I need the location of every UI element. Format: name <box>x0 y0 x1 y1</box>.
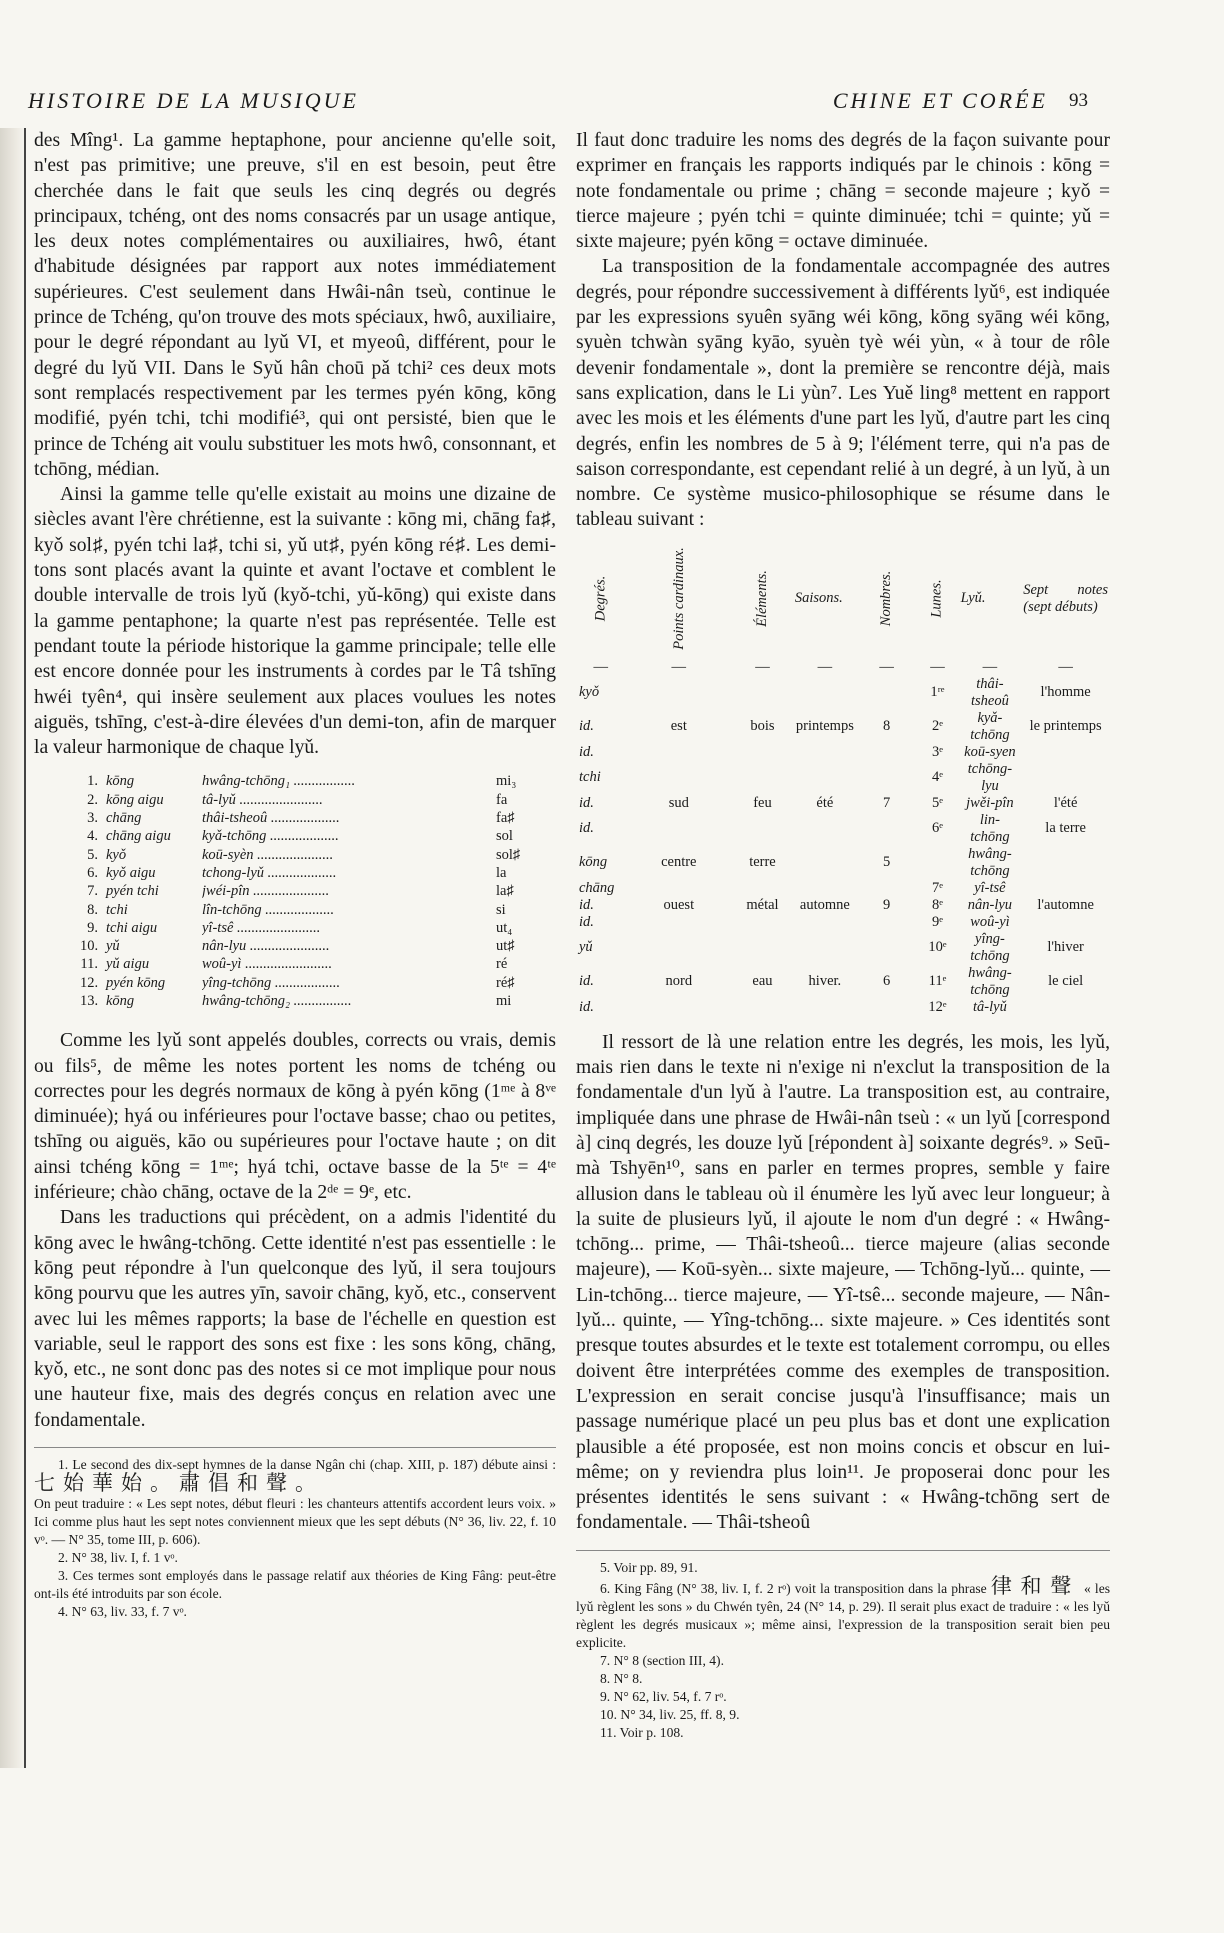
scale-n: 7. <box>87 883 98 900</box>
table-cell-ly: jwěi-pîn <box>966 794 1014 811</box>
footnote-10: 10. N° 34, liv. 25, ff. 8, 9. <box>600 1706 740 1722</box>
scale-n: 2. <box>87 791 98 808</box>
table-cell-lu: 4ᵉ <box>931 769 943 786</box>
table-cell-el <box>732 676 793 710</box>
table-cell-sn: l'homme <box>1040 684 1091 701</box>
table-cell-nb <box>857 880 916 897</box>
scale-d: kyǒ <box>106 846 127 863</box>
table-cell-ly: yî-tsê <box>974 879 1006 896</box>
table-cell-sa <box>793 812 857 846</box>
table-cell-sa <box>793 880 857 897</box>
scale-note: ré <box>496 956 508 973</box>
table-cell-nb <box>857 931 916 965</box>
scale-row <box>80 864 556 882</box>
table-cell-pt <box>626 999 733 1016</box>
table-cell-sa: été <box>816 794 834 811</box>
scale-lyu: jwéi-pîn ..................... <box>202 883 330 900</box>
table-cell-pt <box>626 931 733 965</box>
scale-lyu: tchong-lyǔ ................... <box>202 864 337 881</box>
scale-row <box>80 992 556 1010</box>
table-row <box>576 676 1110 710</box>
scale-lyu: tâ-lyǔ ....................... <box>202 791 323 808</box>
table-cell-sn: la terre <box>1045 820 1086 837</box>
table-cell-pt <box>626 744 733 761</box>
scale-note: fa <box>496 791 508 808</box>
table-cell-deg: kyǒ <box>579 684 600 701</box>
table-cell-sa <box>793 761 857 795</box>
col-header-sept-notes: Sept notes (sept débuts) <box>1023 581 1108 615</box>
table-cell-pt: nord <box>665 973 693 990</box>
page-number: 93 <box>1069 90 1088 111</box>
table-cell-ly: tchōng-lyu <box>967 760 1013 794</box>
table-cell-nb <box>857 676 916 710</box>
scale-row <box>80 882 556 900</box>
table-cell-nb: 6 <box>882 973 891 990</box>
table-cell-lu: 6ᵉ <box>931 820 943 837</box>
table-cell-sn <box>1021 880 1110 897</box>
table-cell-pt: sud <box>668 794 689 811</box>
scale-note: ut₄ <box>496 919 513 936</box>
table-cell-deg: id. <box>579 973 594 990</box>
table-row <box>576 795 1110 812</box>
table-row <box>576 914 1110 931</box>
table-row <box>576 880 1110 897</box>
scale-d: kyǒ aigu <box>106 864 156 881</box>
left-paragraph-1: des Mîng¹. La gamme heptaphone, pour ancienne qu'elle soit, n'est pas primitive; une preuve, s'il en est besoin, peut être cherchée dans le fait que seuls les cinq degrés ou degrés principaux, tchéng, ont des noms consacrés par un usage antique, les deux notes complémentaires ou auxiliaires, hwô, étant d'habitude désignées par rapport aux notes immédiatement supérieures. C'est seulement dans Hwâi-nân tseù, continue le prince de Tchéng, qu'on trouve des mots spéciaux, hwô, auxiliaire, pour le degré répondant au lyǔ VI, et myeoû, différent, pour le degré du lyǔ VII. Dans le Syǔ hân choū pǎ tchi² ces deux mots sont remplacés respectivement par les termes pyén kōng, kōng modifié, pyén tchi, tchi modifié³, qui ont persisté, bien que le prince de Tchéng ait voulu substituer les mots hwô, consonnant, et tchōng, médian. <box>34 130 556 480</box>
col-header-degres: Degrés. <box>592 575 609 622</box>
table-cell-nb <box>857 761 916 795</box>
running-head-left: HISTOIRE DE LA MUSIQUE <box>28 88 359 113</box>
scale-n: 12. <box>80 974 99 991</box>
scale-n: 5. <box>87 846 98 863</box>
table-cell-el <box>732 744 793 761</box>
scale-lyu: nân-lyu ...................... <box>202 938 330 955</box>
scale-row <box>80 772 556 790</box>
table-cell-ly: lin-tchōng <box>970 811 1010 845</box>
scale-n: 11. <box>80 956 98 973</box>
table-cell-ly: nân-lyu <box>967 896 1013 913</box>
table-cell-el: bois <box>750 718 775 735</box>
table-cell-ly: hwâng-tchōng <box>968 964 1012 998</box>
col-header-nombres: Nombres. <box>878 571 895 627</box>
scale-row <box>80 955 556 973</box>
table-cell-sa <box>793 931 857 965</box>
scale-note: sol <box>496 828 513 845</box>
table-cell-sa <box>793 676 857 710</box>
col-header-lyu: Lyǔ. <box>960 590 986 607</box>
table-cell-nb <box>857 744 916 761</box>
scale-lyu: kyǎ-tchōng ................... <box>202 828 339 845</box>
scale-n: 13. <box>80 992 99 1009</box>
table-cell-deg: chāng <box>579 879 615 896</box>
table-cell-ly: koū-syen <box>964 743 1016 760</box>
table-cell-deg: kōng <box>579 854 608 871</box>
table-cell-nb: 7 <box>882 794 891 811</box>
table-cell-nb: 9 <box>882 896 891 913</box>
right-paragraph-3: Il ressort de là une relation entre les degrés, les mois, les lyǔ, mais rien dans le texte ni n'exige ni n'exclut la transposition de la fondamentale d'un lyǔ à l'autre. La transposition est, au contraire, impliquée dans une phrase de Hwâi-nân tseù : « un lyǔ [correspond à] cinq degrés, les douze lyǔ [répondent à] soixante degrés⁹. » Seū-mà Tshyēn¹⁰, sans en parler en termes propres, semble y faire allusion dans le tableau où il énumère les lyǔ avec leur longueur; à la suite de plusieurs lyǔ, il ajoute le nom d'un degré : « Hwâng-tchōng... prime, — Thâi-tsheoû... tierce majeure (alias seconde majeure), — Koū-syèn... sixte majeure, — Tchōng-lyǔ... quinte, — Lin-tchōng... tierce majeure, — Yî-tsê... seconde majeure, — Nân-lyǔ... quinte, — Yîng-tchōng... sixte majeure. » Ces identités sont presque toutes absurdes et le texte est totalement corrompu, ou elles doivent être interprétées comme des exemples de transposition. L'expression en serait concise jusqu'à l'insuffisance; mais un passage numérique placé un peu plus bas et dont une explication plausible a été proposée, est non moins concis et obscur en lui-même; on y reviendra plus loin¹¹. Je proposerai donc pour les présentes identités le sens suivant : « Hwâng-tchōng sert de fondamentale. — Thâi-tsheoû <box>576 1031 1110 1534</box>
footnote-4: 4. N° 63, liv. 33, f. 7 vᵒ. <box>58 1604 187 1620</box>
table-row <box>576 710 1110 744</box>
table-cell-sn <box>1021 744 1110 761</box>
scale-n: 8. <box>87 901 98 918</box>
col-header-elements: Éléments. <box>753 570 770 628</box>
scale-d: tchi <box>106 901 128 918</box>
scale-n: 3. <box>87 810 98 827</box>
table-cell-el <box>732 914 793 931</box>
table-cell-el: feu <box>753 794 772 811</box>
table-row <box>576 846 1110 880</box>
scale-d: yǔ aigu <box>106 956 150 973</box>
scale-d: chāng aigu <box>106 828 171 845</box>
footnote-2: 2. N° 38, liv. I, f. 1 vᵒ. <box>58 1550 178 1566</box>
table-cell-el <box>732 812 793 846</box>
table-cell-sa: printemps <box>795 718 854 735</box>
scale-note: ut♯ <box>496 938 515 955</box>
table-cell-deg: id. <box>579 820 594 837</box>
footnote-1: 1. Le second des dix-sept hymnes de la danse Ngân chi (chap. XIII, p. 187) débute ainsi : 七始華始。肅倡和聲。 <box>34 1457 556 1496</box>
footnote-11: 11. Voir p. 108. <box>600 1724 684 1740</box>
right-footnotes <box>576 1550 1110 1742</box>
scale-row <box>80 974 556 992</box>
table-cell-ly: tâ-lyǔ <box>973 998 1007 1015</box>
table-cell-pt: centre <box>661 854 697 871</box>
binding-gutter <box>0 128 26 1768</box>
table-cell-deg: yǔ <box>579 939 593 956</box>
running-head-right: CHINE ET CORÉE <box>832 88 1048 113</box>
table-cell-nb <box>857 812 916 846</box>
table-cell-lu: 12ᵉ <box>928 998 947 1015</box>
table-row <box>576 744 1110 761</box>
footnote-1-cont: On peut traduire : « Les sept notes, début fleuri : les chanteurs attentifs accordent leurs voix. » Ici comme plus haut les sept notes conviennent mieux que les sept débuts (N° 36, liv. 22, f. 10 vᵒ. — N° 35, tome III, p. 606). <box>34 1496 556 1548</box>
right-paragraph-2: La transposition de la fondamentale accompagnée des autres degrés, pour répondre successivement à différents lyǔ⁶, est indiquée par les expressions syuên syāng wéi kōng, kōng syāng wéi kōng, syuèn tchwàn syāng kyāo, syuèn tyè wéi yùn, « à tour de rôle devenir fondamentale », dont la première se rencontre déjà, mais sans explication, dans le Li yùn⁷. Les Yuě ling⁸ mettent en rapport avec les mois et les éléments d'une part les lyǔ, d'autre part les cinq degrés, enfin les nombres de 5 à 9; l'élément terre, qui n'a pas de saison correspondante, est cependant relié à un degré, à un lyǔ, à un nombre. Ce système musico-philosophique se résume dans le tableau suivant : <box>576 256 1110 531</box>
scale-d: kōng <box>106 992 135 1009</box>
scale-row <box>80 846 556 864</box>
table-cell-el <box>732 999 793 1016</box>
col-header-points: Points cardinaux. <box>670 547 687 651</box>
scale-d: kōng aigu <box>106 791 164 808</box>
scale-note: la <box>496 864 507 881</box>
scale-d: yǔ <box>106 938 120 955</box>
scale-n: 1. <box>87 773 98 790</box>
table-cell-sn <box>1021 761 1110 795</box>
scale-lyu: hwâng-tchōng₁ ................. <box>202 773 356 790</box>
table-cell-lu: 5ᵉ <box>931 794 943 811</box>
table-row <box>576 965 1110 999</box>
table-cell-el <box>732 761 793 795</box>
footnote-5: 5. Voir pp. 89, 91. <box>600 1559 698 1575</box>
scale-lyu: koū-syèn ..................... <box>202 846 334 863</box>
scale-row <box>80 809 556 827</box>
scale-note: ré♯ <box>496 974 515 991</box>
footnote-8: 8. N° 8. <box>600 1670 643 1686</box>
footnote-6: 6. King Fâng (N° 38, liv. I, f. 2 rᵒ) voit la transposition dans la phrase 律和聲 « les lyǔ règlent les sons » du Chwén tyên, 24 (N° 14, p. 29). Il serait plus exact de traduire : « les lyǔ règlent les degrés musicaux »; même ainsi, l'expression de la transposition serait bien peu explicite. <box>576 1573 1111 1650</box>
table-cell-deg: id. <box>579 743 594 760</box>
table-cell-el: eau <box>752 973 773 990</box>
left-paragraph-3: Comme les lyǔ sont appelés doubles, corrects ou vrais, demis ou fils⁵, de même les notes portent les noms de tchéng ou correctes pour les degrés normaux de kōng à pyén kōng (1ᵐᵉ à 8ᵛᵉ diminuée); hyá ou inférieures pour l'octave basse; chao ou petites, tshīng ou aiguës, kāo ou supérieures pour l'octave haute ; on dit ainsi tchéng kōng = 1ᵐᵉ; hyá tchi, octave basse de la 5ᵗᵉ = 4ᵗᵉ inférieure; chào chāng, octave de la 2ᵈᵉ = 9ᵉ, etc. <box>34 1030 556 1204</box>
table-cell-lu: 9ᵉ <box>931 913 943 930</box>
table-cell-sn <box>1021 914 1110 931</box>
table-cell-sn: le printemps <box>1029 718 1102 735</box>
scale-lyu: yîng-tchōng .................. <box>202 974 341 991</box>
table-cell-lu: 8ᵉ <box>931 896 943 913</box>
table-row <box>576 761 1110 795</box>
scale-row <box>80 919 556 937</box>
table-cell-pt <box>626 676 733 710</box>
footnote-1-chinese: 七始華始。肅倡和聲。 <box>34 1471 324 1496</box>
table-cell-nb: 8 <box>882 718 891 735</box>
table-cell-pt <box>626 880 733 897</box>
table-cell-pt: est <box>670 718 687 735</box>
table-cell-nb <box>857 914 916 931</box>
scale-note: fa♯ <box>496 810 515 827</box>
table-row <box>576 812 1110 846</box>
scale-note: sol♯ <box>496 846 521 863</box>
scale-note: mi₃ <box>496 773 517 790</box>
table-cell-deg: id. <box>579 913 594 930</box>
scale-row <box>80 791 556 809</box>
table-cell-lu: 2ᵉ <box>931 718 943 735</box>
scale-lyu: lîn-tchōng ................... <box>202 901 335 918</box>
table-row <box>576 999 1110 1016</box>
scale-d: tchi aigu <box>106 919 158 936</box>
scale-n: 10. <box>80 938 99 955</box>
table-cell-pt <box>626 914 733 931</box>
table-cell-ly: thâi-tsheoû <box>970 675 1009 709</box>
table-cell-deg: id. <box>579 896 594 913</box>
scale-note: mi <box>496 992 512 1009</box>
table-cell-lu <box>916 846 958 880</box>
table-cell-lu: 10ᵉ <box>928 939 947 956</box>
table-cell-ly: hwâng-tchōng <box>968 845 1012 879</box>
scale-lyu: hwâng-tchōng₂ ................ <box>202 992 352 1009</box>
table-cell-lu: 11ᵉ <box>928 973 947 990</box>
scale-lyu: thâi-tsheoû ................... <box>202 810 340 827</box>
scale-d: kōng <box>106 773 135 790</box>
left-footnotes <box>34 1447 556 1621</box>
table-cell-sn: l'hiver <box>1047 939 1084 956</box>
right-column <box>576 128 1110 1742</box>
left-paragraph-4: Dans les traductions qui précèdent, on a admis l'identité du kōng avec le hwâng-tchōng. Cette identité n'est pas essentielle : le kōng peut répondre à l'un quelconque des lyǔ, il sera toujours kōng pourvu que les autres yīn, savoir chāng, kyǒ, etc., conservent avec lui les mêmes rapports; la base de l'échelle en question est variable, seul le rapport des sons est fixe : les sons kōng, chāng, kyǒ, etc., ne sont donc pas des notes si ce mot implique pour nous une hauteur fixe, mais des degrés conçus en relation avec une fondamentale. <box>34 1207 556 1431</box>
scale-d: pyén kōng <box>106 974 166 991</box>
table-cell-pt: ouest <box>663 896 695 913</box>
correspondence-table: Degrés. Points cardinaux. Éléments. Saisons. Nombres. Lunes. Lyǔ. Sept notes (sept débuts) — — — — — — — — kyǒ 1ʳᵉ thâi-tsheoû l'homme id. est bois printemps 8 2ᵉ kyǎ-tchōng le printemps id. 3ᵉ koū-syen tchi 4ᵉ tchōng-lyu id. sud feu été 7 5ᵉ jwěi-pîn l'été id. 6ᵉ lin-tchōng la terre kōng centre terre 5 hwâng-tchōng chāng 7ᵉ yî-tsê id. ouest métal automne 9 8ᵉ nân-lyu l'automne id. 9ᵉ woû-yì yǔ 10ᵉ yîng-tchōng l'hiver id. nord eau hiver. 6 11ᵉ hwâng-tchōng le ciel id. 12ᵉ tâ-lyǔ <box>576 539 1110 1016</box>
table-cell-lu: 3ᵉ <box>931 743 943 760</box>
scale-note: si <box>496 901 506 918</box>
left-paragraph-2: Ainsi la gamme telle qu'elle existait au moins une dizaine de siècles avant l'ère chrétienne, est la suivante : kōng mi, chāng fa♯, kyǒ sol♯, pyén tchi la♯, tchi si, yǔ ut♯, pyén kōng ré♯. Les demi-tons sont placés avant la quinte et avant l'octave et comblent le double intervalle de trois lyǔ (kyǒ-tchi, yǔ-kōng) qui existe dans la gamme pentaphone; la quarte n'est pas représentée. Telle est pendant toute la période historique la gamme principale; telle elle est encore donnée pour les instruments à cordes par le Tâ tshīng hwéi tyên⁴, qui insère seulement aux places voulues les notes aiguës, tshīng, c'est-à-dire élevées d'un demi-ton, afin de marquer la valeur harmonique de chaque lyǔ. <box>34 484 556 759</box>
scale-row <box>80 827 556 845</box>
right-paragraph-1: Il faut donc traduire les noms des degrés de la façon suivante pour exprimer en français les rapports indiqués par le chinois : kōng = note fondamentale ou prime ; chāng = seconde majeure ; kyǒ = tierce majeure ; pyén tchi = quinte diminuée; tchi = quinte; yǔ = sixte majeure; pyén kōng = octave diminuée. <box>576 130 1110 253</box>
table-cell-ly: yîng-tchōng <box>970 930 1010 964</box>
table-row <box>576 897 1110 914</box>
table-cell-el <box>732 880 793 897</box>
table-cell-sa <box>793 744 857 761</box>
table-cell-sn: l'été <box>1053 794 1078 811</box>
table-cell-pt <box>626 761 733 795</box>
table-cell-sa: hiver. <box>808 973 842 990</box>
table-cell-sn <box>1021 846 1110 880</box>
table-cell-sn: le ciel <box>1048 973 1084 990</box>
scale-lyu: yî-tsê ....................... <box>202 919 321 936</box>
table-cell-lu: 7ᵉ <box>931 879 943 896</box>
scale-list <box>80 772 556 1010</box>
scale-n: 9. <box>87 919 98 936</box>
table-cell-sn <box>1021 999 1110 1016</box>
footnote-6-chinese: 律和聲 <box>990 1573 1080 1598</box>
scale-d: pyén tchi <box>106 883 159 900</box>
table-cell-deg: id. <box>579 998 594 1015</box>
table-cell-deg: id. <box>579 718 594 735</box>
table-cell-ly: kyǎ-tchōng <box>970 709 1010 743</box>
table-cell-pt <box>626 812 733 846</box>
footnote-7: 7. N° 8 (section III, 4). <box>600 1652 724 1668</box>
footnote-3: 3. Ces termes sont employés dans le passage relatif aux théories de King Fâng: peut-être ont-ils été introduits par son école. <box>34 1568 556 1602</box>
table-cell-el: terre <box>749 854 776 871</box>
scale-note: la♯ <box>496 883 514 900</box>
gutter-rule <box>24 128 26 1768</box>
table-cell-el: métal <box>746 896 779 913</box>
left-column <box>34 128 556 1621</box>
table-cell-nb: 5 <box>882 854 891 871</box>
scale-row <box>80 901 556 919</box>
table-cell-el <box>732 931 793 965</box>
table-cell-sn: l'automne <box>1037 896 1094 913</box>
scale-row <box>80 937 556 955</box>
col-header-saisons: Saisons. <box>794 590 843 607</box>
scale-n: 4. <box>87 828 98 845</box>
footnote-9: 9. N° 62, liv. 54, f. 7 rᵒ. <box>600 1688 727 1704</box>
table-cell-sa <box>793 914 857 931</box>
scale-lyu: woû-yì ........................ <box>202 956 333 973</box>
table-cell-sa <box>793 846 857 880</box>
scale-d: chāng <box>106 810 142 827</box>
scale-n: 6. <box>87 864 98 881</box>
col-header-lunes: Lunes. <box>928 579 945 618</box>
table-cell-deg: id. <box>579 794 594 811</box>
table-cell-ly: woû-yì <box>970 913 1010 930</box>
table-cell-nb <box>857 999 916 1016</box>
table-cell-sa: automne <box>799 896 850 913</box>
table-cell-lu: 1ʳᵉ <box>930 684 945 701</box>
table-row <box>576 931 1110 965</box>
running-head <box>28 88 1088 122</box>
table-cell-deg: tchi <box>579 769 601 786</box>
table-cell-sa <box>793 999 857 1016</box>
